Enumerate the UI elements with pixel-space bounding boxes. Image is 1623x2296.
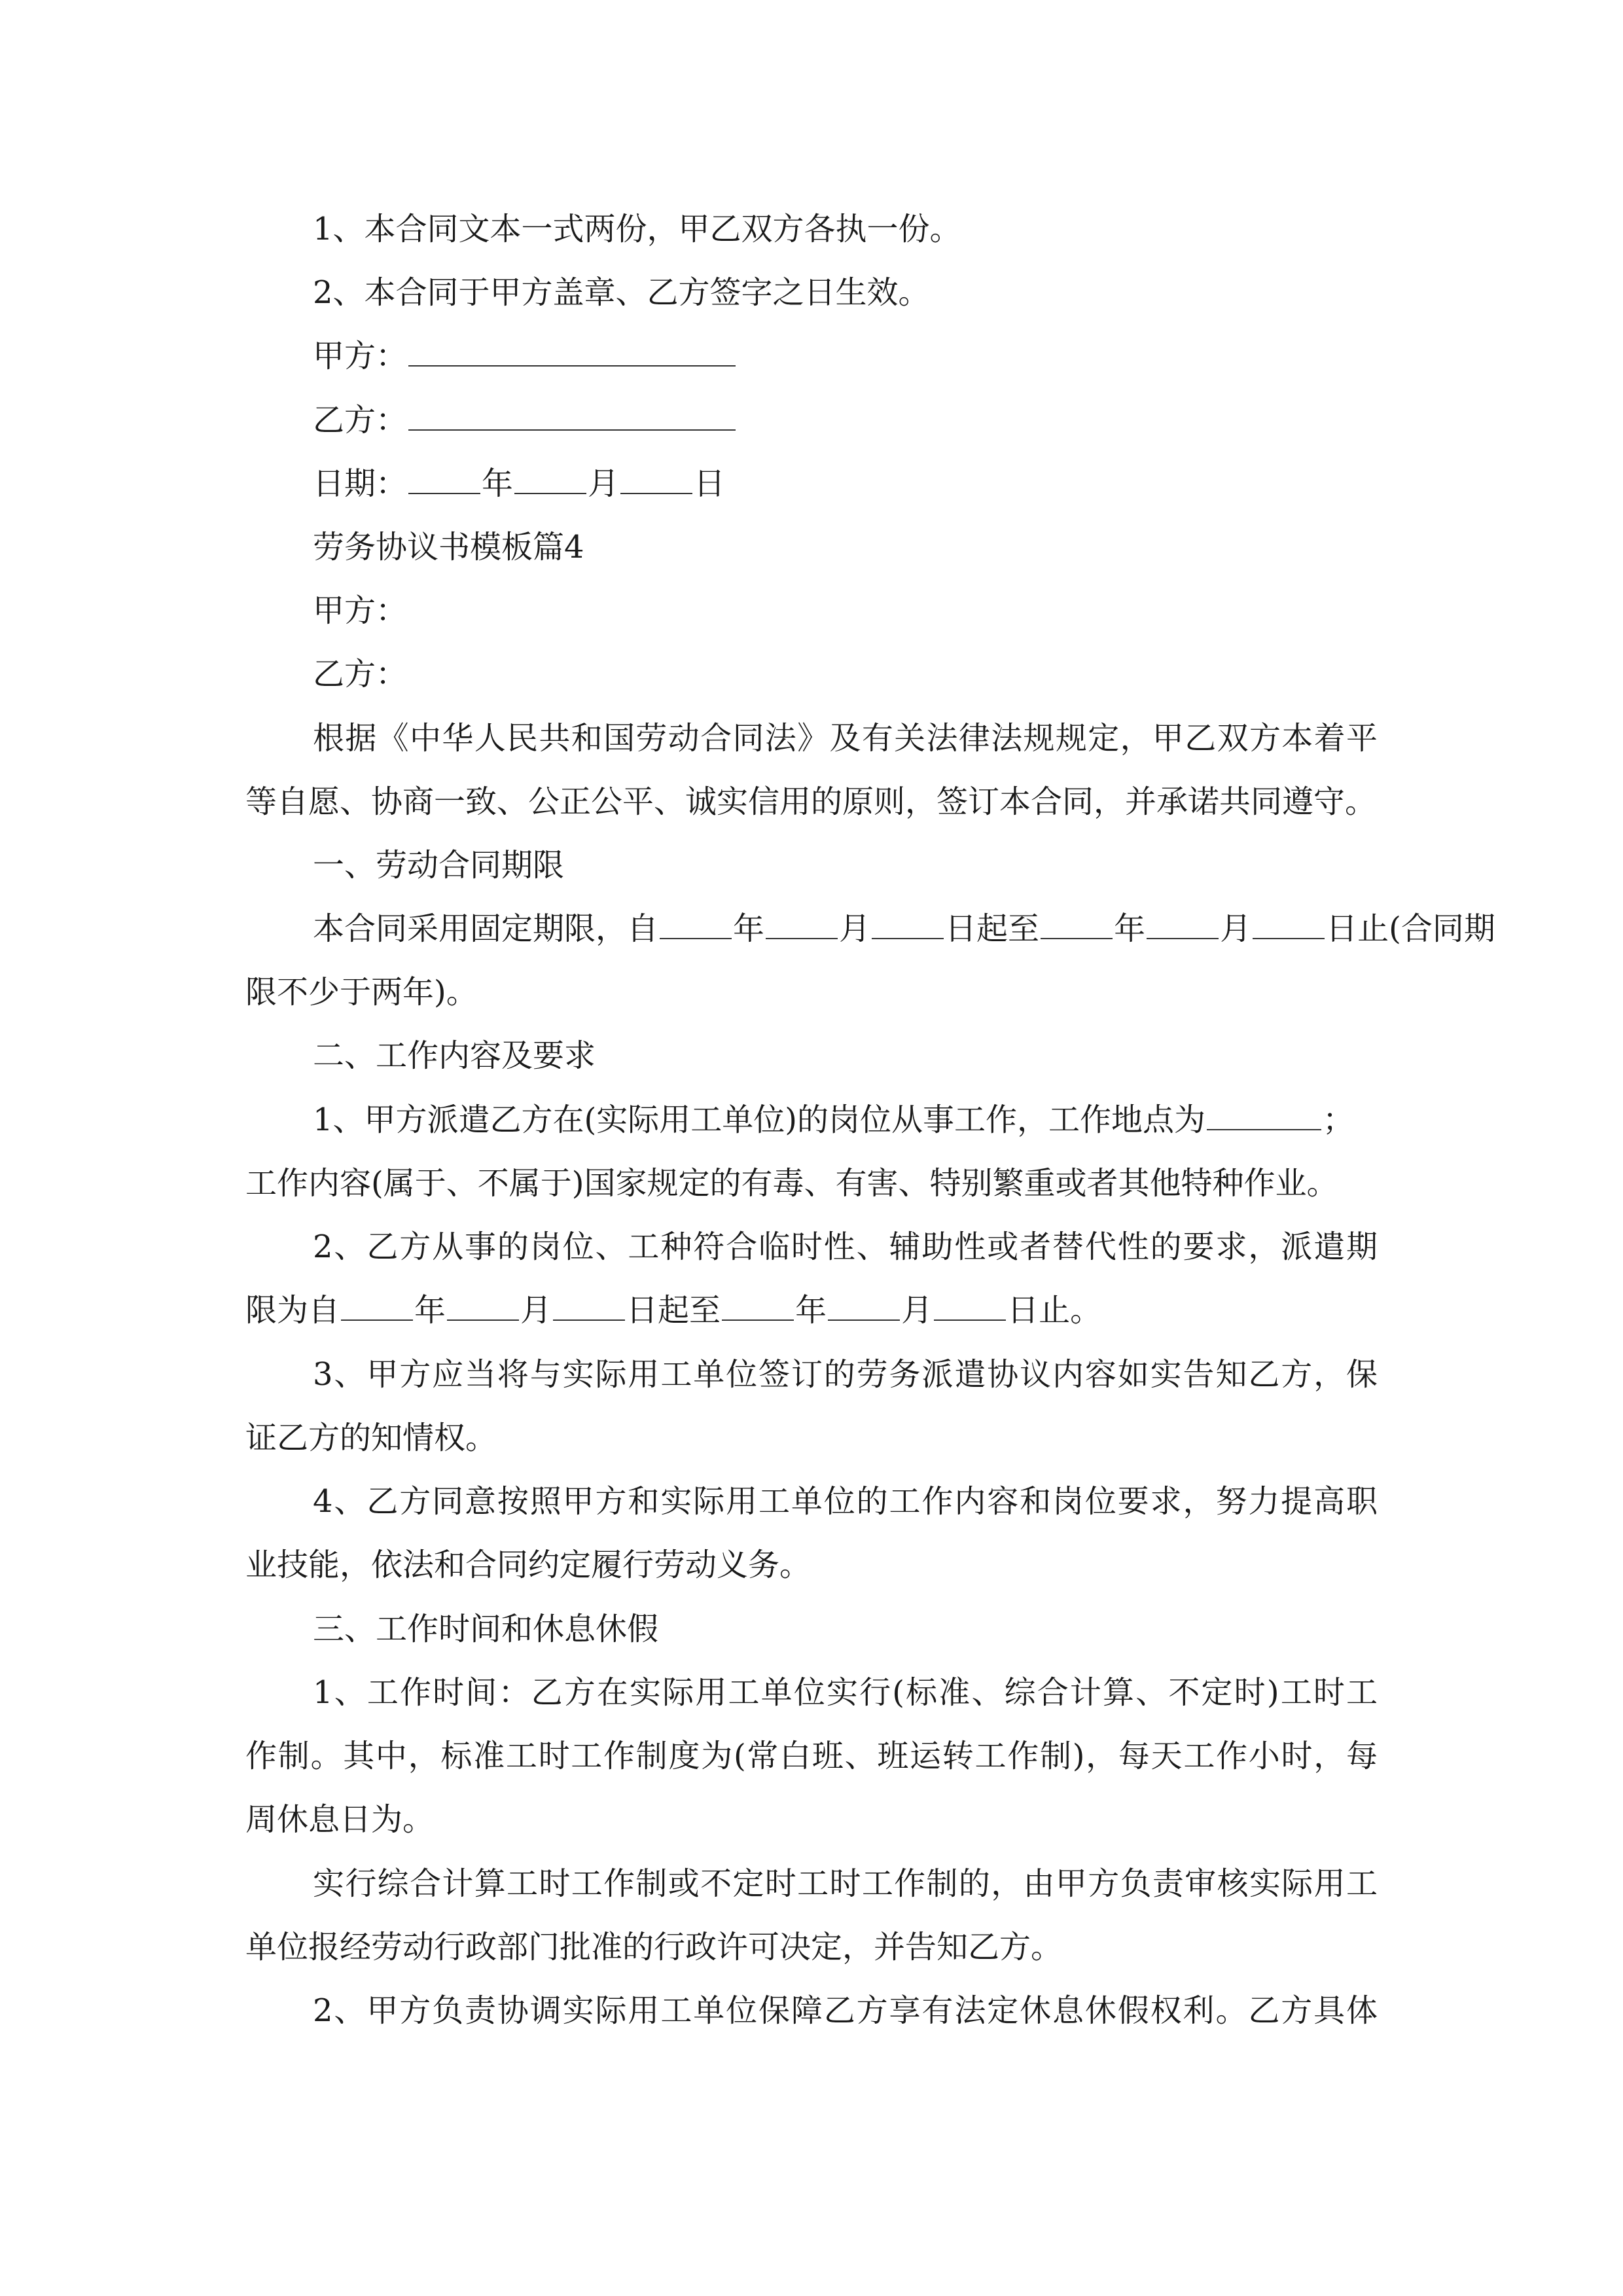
heading-work-content: 二、工作内容及要求 [313,1037,596,1074]
signature-party-a [313,335,737,377]
signature-party-a-label: 甲方： [313,338,408,374]
dispatch-end-year-blank [722,1289,794,1321]
term-end-month-blank [1147,908,1219,939]
clause-effective: 2、本合同于甲方盖章、乙方签字之日生效。 [313,274,930,311]
date-year-blank [408,463,480,494]
hours-clause-1-line-1: 1、工作时间：乙方在实际用工单位实行(标准、综合计算、不定时)工时工 [313,1674,1378,1711]
date-month-blank [514,463,586,494]
signature-party-b-blank [408,399,736,431]
term-start-day-blank [872,908,944,939]
work-location-blank [1207,1099,1321,1130]
term-end-day-blank [1253,908,1325,939]
signature-party-b [313,399,737,441]
work-clause-4-line-2: 业技能，依法和合同约定履行劳动义务。 [245,1547,812,1583]
heading-work-hours: 三、工作时间和休息休假 [313,1611,659,1647]
intro-paragraph-line-2: 等自愿、协商一致、公正公平、诚实信用的原则，签订本合同，并承诺共同遵守。 [245,783,1377,820]
dispatch-end-day-blank [934,1289,1006,1321]
intro-paragraph-line-1: 根据《中华人民共和国劳动合同法》及有关法律法规规定，甲乙双方本着平 [313,720,1378,757]
term-end-year-blank [1041,908,1113,939]
work-clause-1-line-1: 1、甲方派遣乙方在(实际用工单位)的岗位从事工作，工作地点为 ； [313,1099,1354,1141]
work-clause-1-line-2: 工作内容(属于、不属于)国家规定的有毒、有害、特别繁重或者其他特种作业。 [245,1165,1338,1202]
dispatch-start-day-blank [553,1289,625,1321]
work-clause-2-line-2: 限为自 年 月 日起至 年 月 日止。 [245,1289,1101,1331]
date-month: 月 [588,465,620,502]
signature-party-a-blank [408,335,736,367]
date-label: 日期： [313,465,408,502]
work-clause-2-line-1: 2、乙方从事的岗位、工种符合临时性、辅助性或者替代性的要求，派遣期 [313,1229,1378,1265]
signature-date [313,463,725,505]
hours-clause-1-line-3: 周休息日为。 [245,1801,435,1838]
hours-clause-approval-line-2: 单位报经劳动行政部门批准的行政许可决定，并告知乙方。 [245,1929,1063,1965]
date-day: 日 [694,465,726,502]
dispatch-end-month-blank [828,1289,900,1321]
dispatch-start-year-blank [341,1289,413,1321]
hours-clause-1-line-2: 作制。其中，标准工时工作制度为(常白班、班运转工作制)，每天工作小时，每 [245,1738,1378,1774]
work-clause-4-line-1: 4、乙方同意按照甲方和实际用工单位的工作内容和岗位要求，努力提高职 [313,1483,1378,1520]
hours-clause-2-line-1: 2、甲方负责协调实际用工单位保障乙方享有法定休息休假权利。乙方具体 [313,1992,1378,2029]
date-day-blank [620,463,692,494]
term-paragraph-line-2: 限不少于两年)。 [245,974,478,1011]
hours-clause-approval-line-1: 实行综合计算工时工作制或不定时工时工作制的，由甲方负责审核实际用工 [313,1865,1378,1902]
party-a-label: 甲方： [313,592,408,629]
work-clause-3-line-1: 3、甲方应当将与实际用工单位签订的劳务派遣协议内容如实告知乙方，保 [313,1356,1378,1393]
clause-copies: 1、本合同文本一式两份，甲乙双方各执一份。 [313,211,961,247]
heading-contract-term: 一、劳动合同期限 [313,847,565,884]
dispatch-start-month-blank [447,1289,519,1321]
term-start-year-blank [660,908,732,939]
party-b-label: 乙方： [313,656,408,692]
term-start-month-blank [766,908,838,939]
signature-party-b-label: 乙方： [313,402,408,439]
term-paragraph-line-1: 本合同采用固定期限，自 年 月 日起至 年 月 日止(合同期 [313,908,1495,950]
work-clause-3-line-2: 证乙方的知情权。 [245,1420,497,1456]
section-title: 劳务协议书模板篇4 [313,529,584,565]
date-year: 年 [482,465,514,502]
